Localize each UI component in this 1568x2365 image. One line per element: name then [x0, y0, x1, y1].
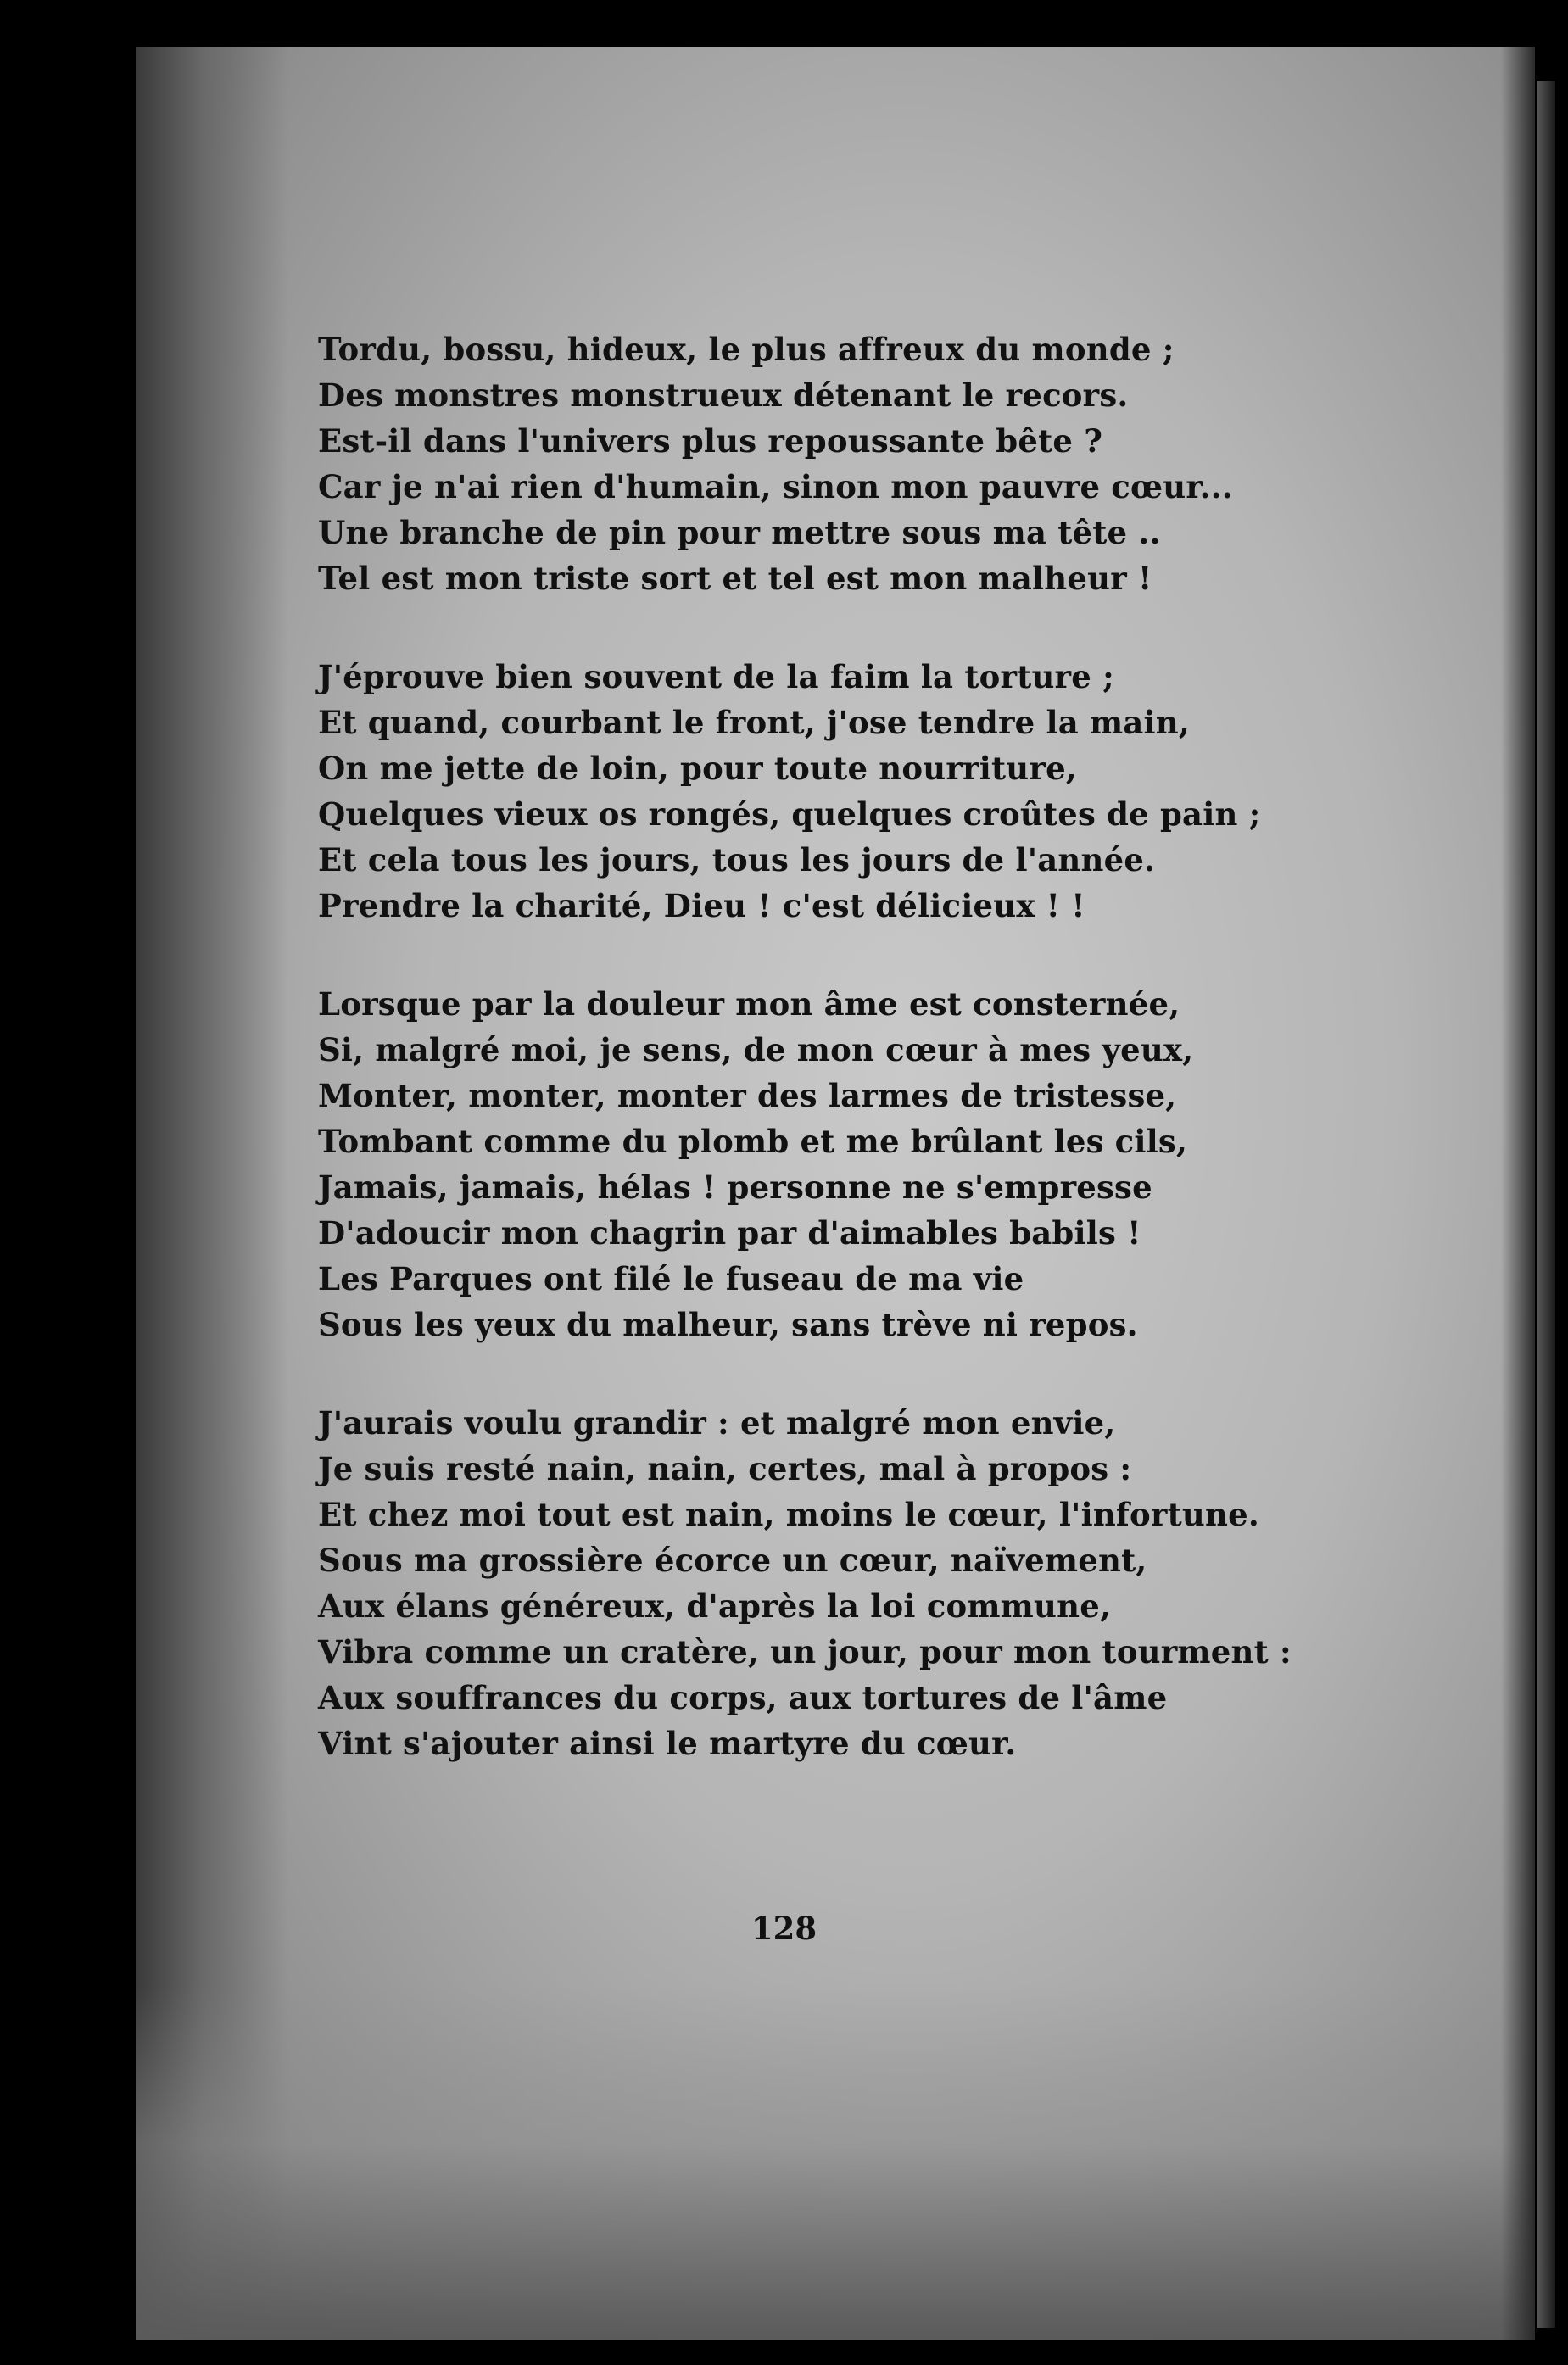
page-shadow-bottom [136, 1984, 1535, 2340]
stanza-3 [318, 981, 1437, 1347]
binding-edge [1537, 81, 1555, 2328]
verse-line: Jamais, jamais, hélas ! personne ne s'empresse [318, 1169, 1152, 1206]
stanza-4 [318, 1400, 1437, 1766]
stanza-2 [318, 654, 1437, 929]
verse-line: Sous ma grossière écorce un cœur, naïvement, [318, 1542, 1147, 1579]
verse-line: Quelques vieux os rongés, quelques croûtes de pain ; [318, 795, 1261, 833]
verse-line: Vibra comme un cratère, un jour, pour mon tourment : [318, 1633, 1292, 1671]
verse-line: On me jette de loin, pour toute nourriture, [318, 750, 1077, 787]
verse-line: Monter, monter, monter des larmes de tristesse, [318, 1077, 1177, 1114]
verse-line: J'aurais voulu grandir : et malgré mon envie, [318, 1404, 1116, 1442]
page-number: 128 [751, 1910, 817, 1947]
verse-line: Aux souffrances du corps, aux tortures de l'âme [318, 1679, 1168, 1716]
verse-line: Une branche de pin pour mettre sous ma tête .. [318, 514, 1161, 551]
verse-line: Car je n'ai rien d'humain, sinon mon pauvre cœur... [318, 468, 1233, 505]
verse-line: Je suis resté nain, nain, certes, mal à propos : [318, 1450, 1132, 1487]
verse-line: Lorsque par la douleur mon âme est consternée, [318, 985, 1180, 1023]
stanza-1 [318, 326, 1437, 601]
page-shadow-right [1501, 47, 1535, 2340]
verse-line: Des monstres monstrueux détenant le recors. [318, 377, 1129, 414]
verse-line: Vint s'ajouter ainsi le martyre du cœur. [318, 1725, 1017, 1762]
verse-line: Tordu, bossu, hideux, le plus affreux du monde ; [318, 331, 1175, 368]
verse-line: Et quand, courbant le front, j'ose tendre la main, [318, 704, 1190, 741]
verse-line: Est-il dans l'univers plus repoussante bête ? [318, 422, 1103, 460]
verse-line: Tel est mon triste sort et tel est mon malheur ! [318, 560, 1152, 597]
verse-line: Prendre la charité, Dieu ! c'est délicieux ! ! [318, 887, 1085, 924]
verse-line: Et chez moi tout est nain, moins le cœur, l'infortune. [318, 1496, 1259, 1533]
verse-line: Aux élans généreux, d'après la loi commune, [318, 1587, 1112, 1625]
verse-line: Si, malgré moi, je sens, de mon cœur à mes yeux, [318, 1031, 1194, 1068]
verse-line: Tombant comme du plomb et me brûlant les cils, [318, 1123, 1188, 1160]
verse-line: Les Parques ont filé le fuseau de ma vie [318, 1260, 1024, 1297]
verse-line: D'adoucir mon chagrin par d'aimables babils ! [318, 1214, 1141, 1252]
verse-line: Sous les yeux du malheur, sans trève ni repos. [318, 1306, 1138, 1343]
verse-line: Et cela tous les jours, tous les jours de l'année. [318, 841, 1156, 879]
poem-body [318, 326, 1437, 1819]
verse-line: J'éprouve bien souvent de la faim la torture ; [318, 658, 1114, 695]
